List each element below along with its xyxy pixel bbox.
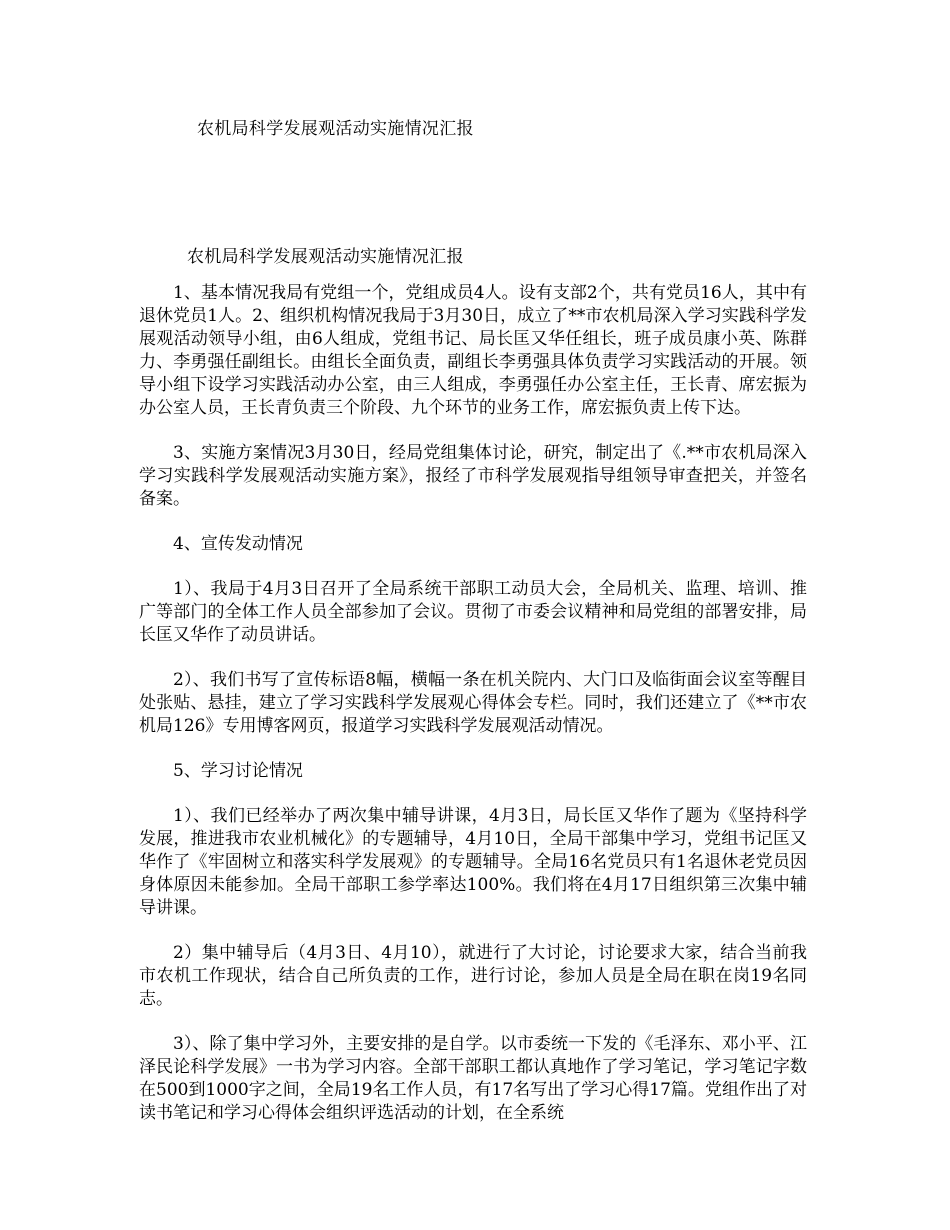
document-title: 农机局科学发展观活动实施情况汇报 [187,247,464,267]
section-heading-publicity: 4、宣传发动情况 [173,534,303,554]
paragraph-study-1: 1）、我们已经举办了两次集中辅导讲课，4月3日，局长匡又华作了题为《坚持科学发展，推进我市农业机械化》的专题辅导，4月10日，全局干部集中学习，党组书记匡又华作了《牢固树立和落实科学发展观》的专题辅导。全局16名党员只有1名退休老党员因身体原因未能参加。全局干部职工参学率达100%。我们将在4月17日组织第三次集中辅导讲课。 [139,806,807,918]
paragraph-implementation-plan: 3、实施方案情况3月30日，经局党组集体讨论，研究，制定出了《.**市农机局深入学习实践科学发展观活动实施方案》，报经了市科学发展观指导组领导审查把关，并签名备案。 [139,443,807,509]
paragraph-study-3: 3）、除了集中学习外，主要安排的是自学。以市委统一下发的《毛泽东、邓小平、江泽民论科学发展》一书为学习内容。全部干部职工都认真地作了学习笔记，学习笔记字数在500到1000字之间，全局19名工作人员，有17名写出了学习心得17篇。党组作出了对读书笔记和学习心得体会组织评选活动的计划，在全系统 [139,1034,807,1123]
paragraph-basic-info: 1、基本情况我局有党组一个，党组成员4人。设有支部2个，共有党员16人，其中有退休党员1人。2、组织机构情况我局于3月30日，成立了**市农机局深入学习实践科学发展观活动领导小组，由6人组成，党组书记、局长匡又华任组长，班子成员康小英、陈群力、李勇强任副组长。由组长全面负责，副组长李勇强具体负责学习实践活动的开展。领导小组下设学习实践活动办公室，由三人组成，李勇强任办公室主任，王长青、席宏振为办公室人员，王长青负责三个阶段、九个环节的业务工作，席宏振负责上传下达。 [139,283,807,418]
section-heading-study: 5、学习讨论情况 [173,761,303,781]
document-body [139,282,807,1147]
paragraph-study-2: 2）集中辅导后（4月3日、4月10），就进行了大讨论，讨论要求大家，结合当前我市农机工作现状，结合自己所负责的工作，进行讨论，参加人员是全局在职在岗19名同志。 [139,943,807,1009]
paragraph-publicity-1: 1）、我局于4月3日召开了全局系统干部职工动员大会，全局机关、监理、培训、推广等部门的全体工作人员全部参加了会议。贯彻了市委会议精神和局党组的部署安排，局长匡又华作了动员讲话。 [139,579,807,645]
header-title: 农机局科学发展观活动实施情况汇报 [197,119,474,139]
paragraph-publicity-2: 2）、我们书写了宣传标语8幅，横幅一条在机关院内、大门口及临街面会议室等醒目处张贴、悬挂，建立了学习实践科学发展观心得体会专栏。同时，我们还建立了《**市农机局126》专用博客网页，报道学习实践科学发展观活动情况。 [139,670,807,736]
